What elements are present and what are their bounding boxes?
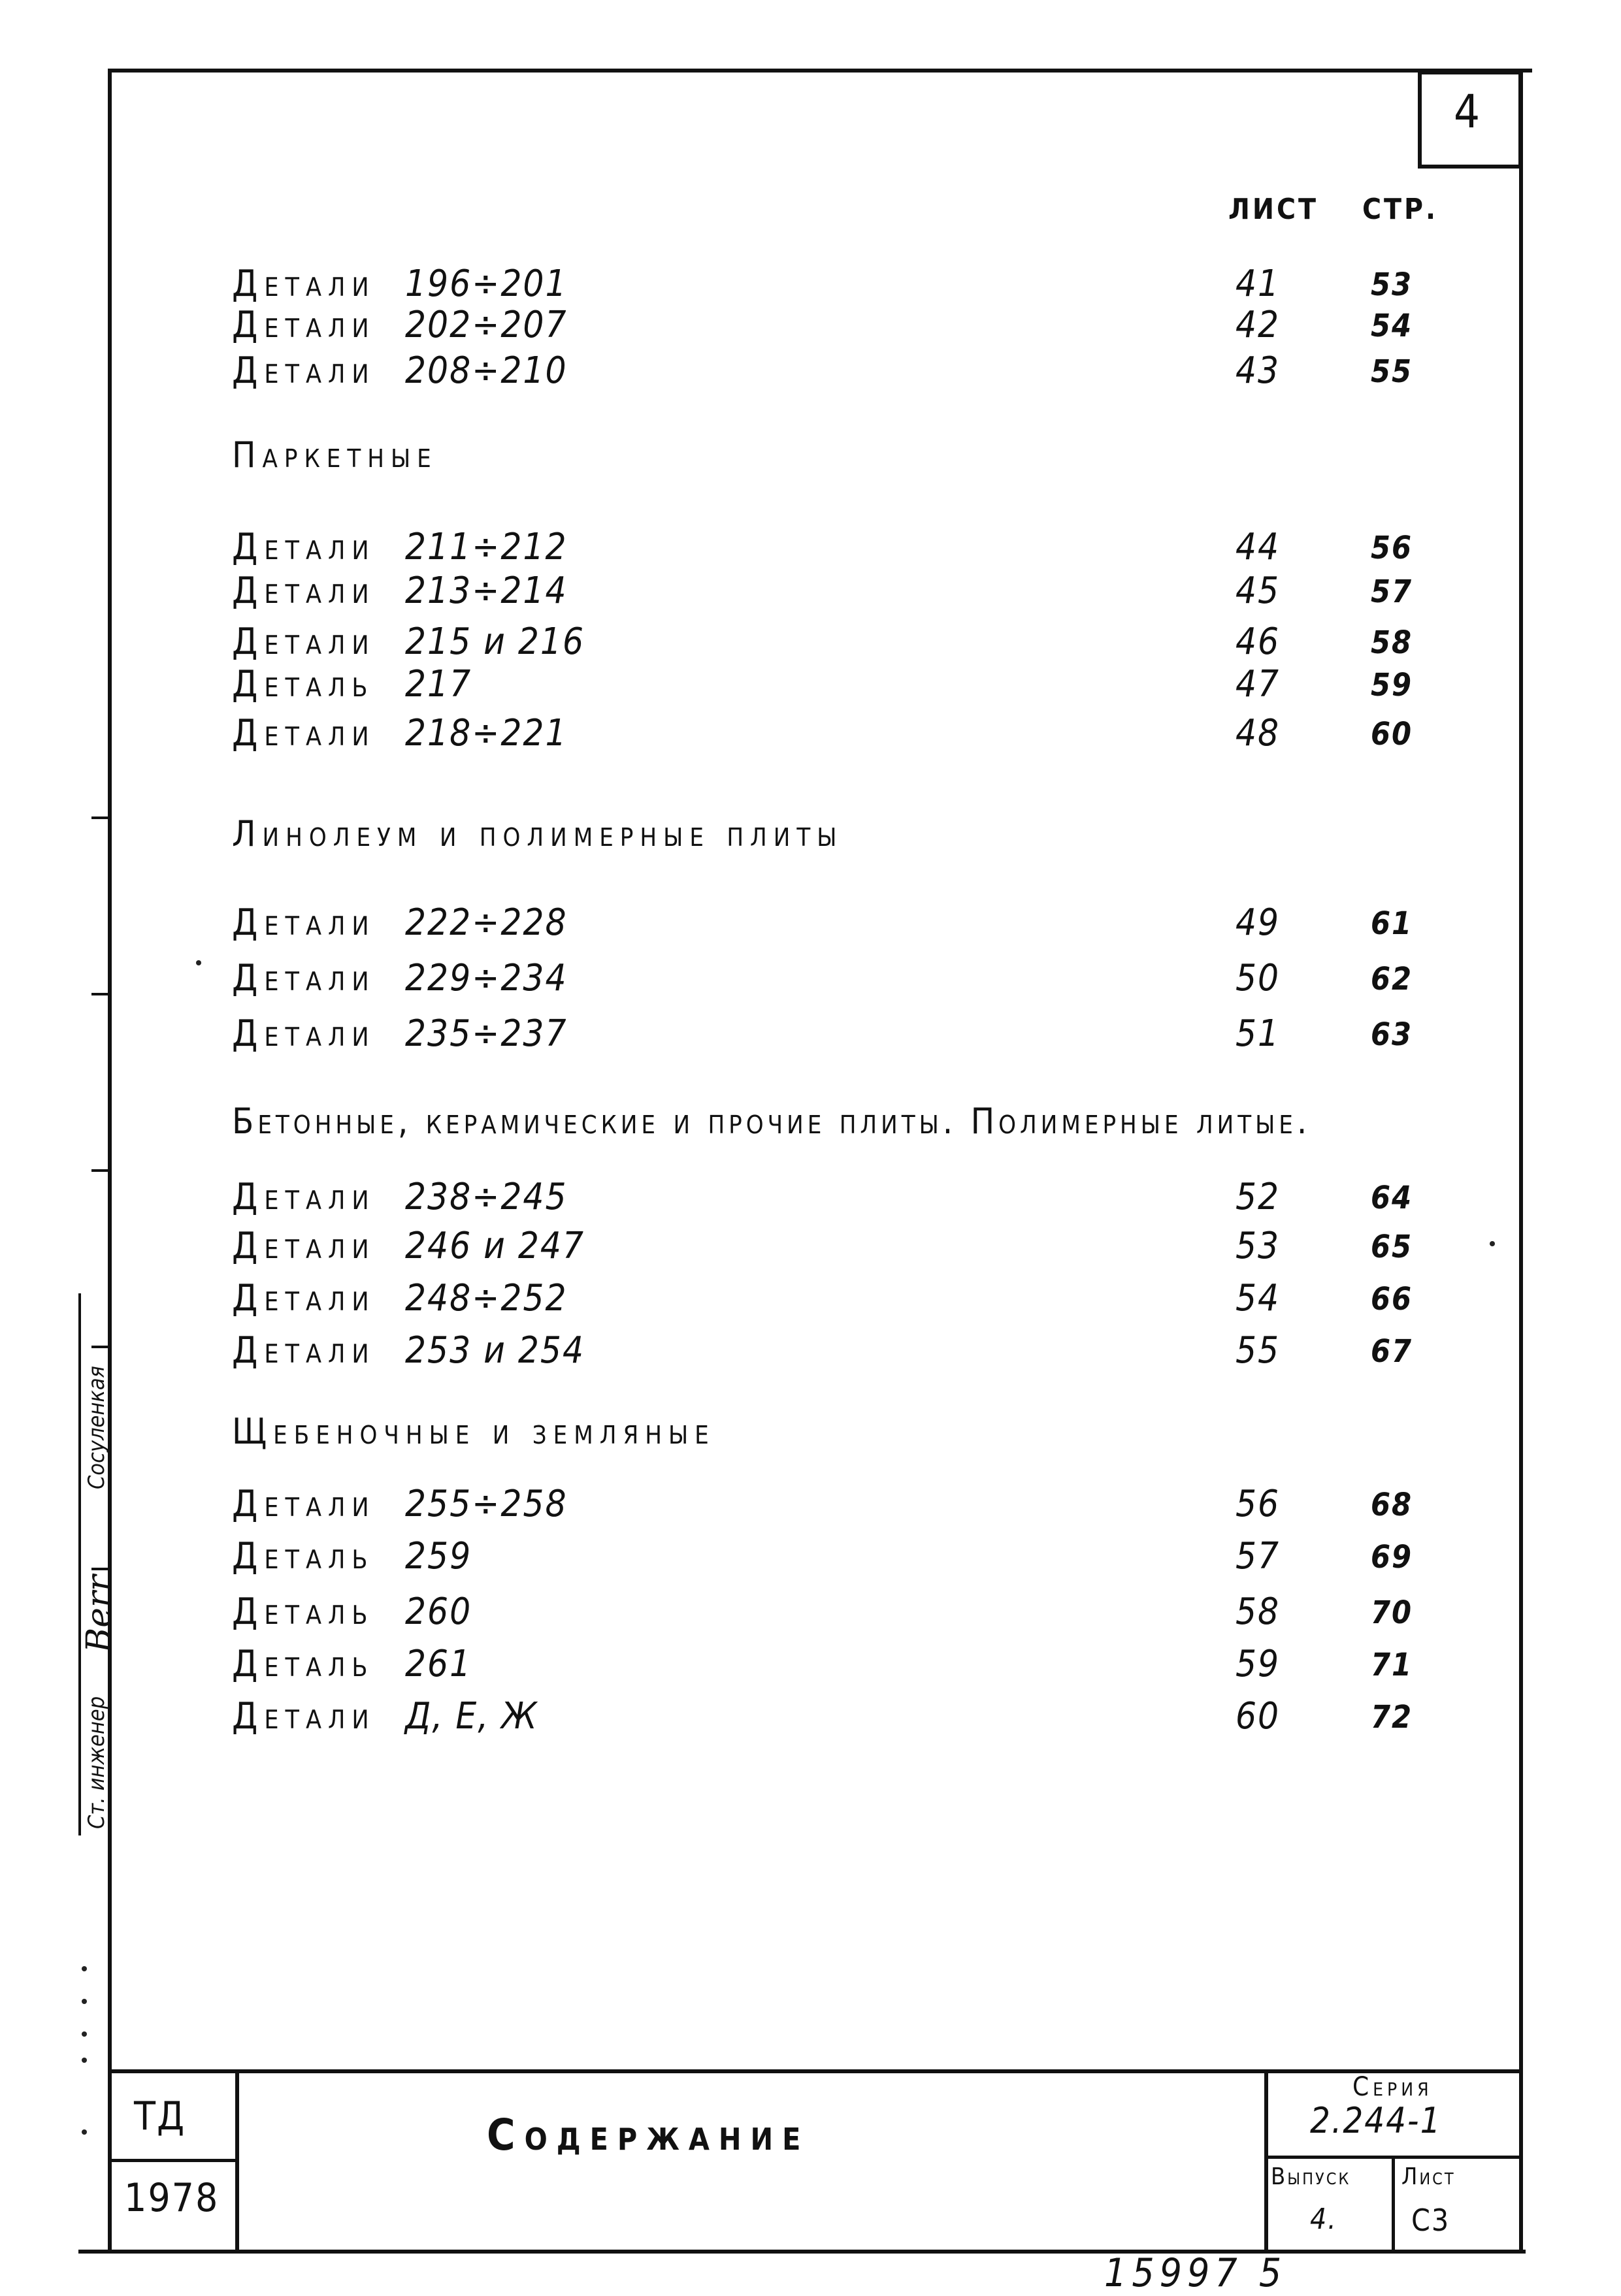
item-page: 69 [1370,1539,1413,1576]
item-sheet: 59 [1235,1643,1281,1685]
list-item [0,1277,1621,1329]
item-page: 59 [1370,667,1413,703]
item-page: 53 [1370,267,1413,303]
year: 1978 [124,2175,220,2221]
list-item [0,1591,1621,1643]
item-label: Детали [232,901,376,944]
scan-dot [82,2129,87,2135]
list-item [0,1483,1621,1535]
header-sheet: ЛИСТ [1228,193,1319,226]
margin-tick [91,817,108,819]
title-block-div1 [235,2069,239,2252]
item-page: 60 [1370,716,1413,752]
item-range: 229÷234 [405,957,568,999]
item-range: 218÷221 [405,712,568,754]
item-page: 57 [1370,574,1413,610]
item-page: 71 [1370,1647,1413,1683]
item-sheet: 55 [1235,1329,1281,1372]
margin-tick [91,1568,108,1570]
list-item [0,1643,1621,1695]
item-label: Деталь [232,1643,374,1685]
item-label: Детали [232,263,376,305]
list-item [0,957,1621,1009]
series-label: Серия [1352,2072,1433,2102]
item-sheet: 57 [1235,1535,1281,1577]
sheet-value: С3 [1411,2203,1450,2238]
margin-tick [91,1169,108,1172]
header-page: СТР. [1362,193,1439,226]
item-range: 196÷201 [405,263,568,305]
item-label: Детали [232,1225,376,1267]
item-sheet: 41 [1235,263,1281,305]
item-page: 54 [1370,308,1413,344]
item-label: Детали [232,957,376,999]
title-block-mid [108,2159,238,2162]
list-item [0,1225,1621,1277]
item-sheet: 44 [1235,526,1281,568]
item-range: 217 [405,663,472,705]
item-range: 248÷252 [405,1277,568,1319]
section-title: Паркетные [232,434,438,476]
section-title: Бетонные, керамические и прочие плиты. Полимерные литые. [232,1101,1311,1142]
list-item [0,1329,1621,1382]
list-item [0,901,1621,954]
item-sheet: 54 [1235,1277,1281,1319]
item-page: 63 [1370,1016,1413,1053]
item-range: Д, Е, Ж [405,1695,538,1738]
item-sheet: 49 [1235,901,1281,944]
item-label: Детали [232,1483,376,1525]
item-range: 253 и 254 [405,1329,585,1372]
corner-sheet-number: 4 [1454,85,1482,138]
item-page: 68 [1370,1487,1413,1523]
series-value: 2.244-1 [1310,2100,1442,2141]
list-item [0,1695,1621,1747]
document-title: Содержание [487,2110,810,2160]
stamp-position: Ст. инженер [84,1696,110,1829]
item-label: Деталь [232,1591,374,1633]
margin-tick [91,1346,108,1348]
item-page: 64 [1370,1180,1413,1216]
item-range: 202÷207 [405,304,568,346]
item-label: Детали [232,712,376,754]
title-block-div2 [1264,2069,1268,2252]
item-label: Детали [232,349,376,392]
item-label: Детали [232,1176,376,1218]
item-range: 222÷228 [405,901,568,944]
scan-dot [82,1966,87,1971]
item-sheet: 48 [1235,712,1281,754]
item-sheet: 45 [1235,570,1281,612]
item-sheet: 46 [1235,621,1281,663]
item-label: Детали [232,1329,376,1372]
item-sheet: 47 [1235,663,1281,705]
stamp-signature: Berr [80,1575,119,1653]
item-page: 65 [1370,1229,1413,1265]
item-label: Детали [232,621,376,663]
section-title: Щебеночные и земляные [232,1411,715,1452]
item-page: 62 [1370,961,1413,997]
item-sheet: 56 [1235,1483,1281,1525]
item-sheet: 43 [1235,349,1281,392]
item-range: 255÷258 [405,1483,568,1525]
item-label: Детали [232,1012,376,1055]
sheet-label: Лист [1401,2163,1456,2190]
list-item [0,663,1621,715]
item-page: 61 [1370,905,1413,942]
item-range: 260 [405,1591,472,1633]
item-page: 66 [1370,1281,1413,1318]
item-label: Детали [232,1277,376,1319]
margin-tick [91,993,108,995]
stamp-name: Сосуленкая [84,1366,110,1489]
item-page: 56 [1370,530,1413,566]
item-sheet: 51 [1235,1012,1281,1055]
scan-dot [82,1999,87,2004]
item-page: 70 [1370,1594,1413,1631]
item-label: Детали [232,526,376,568]
issue-label: Выпуск [1271,2163,1351,2190]
item-sheet: 60 [1235,1695,1281,1738]
item-range: 259 [405,1535,472,1577]
item-page: 72 [1370,1699,1413,1736]
item-page: 58 [1370,624,1413,661]
title-block-div3 [1392,2156,1395,2252]
item-label: Деталь [232,1535,374,1577]
list-item [0,570,1621,622]
item-label: Деталь [232,663,374,705]
title-block-top [108,2069,1523,2073]
item-sheet: 58 [1235,1591,1281,1633]
item-range: 208÷210 [405,349,568,392]
scan-dot [82,2031,87,2037]
item-page: 55 [1370,353,1413,390]
item-sheet: 42 [1235,304,1281,346]
scan-dot [196,960,201,965]
list-item [0,1176,1621,1228]
frame-bottom [78,2250,1526,2254]
issue-value: 4. [1310,2203,1337,2236]
item-label: Детали [232,304,376,346]
item-sheet: 52 [1235,1176,1281,1218]
item-range: 211÷212 [405,526,568,568]
frame-top [108,69,1532,73]
item-range: 238÷245 [405,1176,568,1218]
item-sheet: 50 [1235,957,1281,999]
item-label: Детали [232,1695,376,1738]
list-item [0,712,1621,764]
archive-number: 15997 5 [1104,2250,1287,2296]
list-item [0,349,1621,402]
item-range: 235÷237 [405,1012,568,1055]
scan-dot [1490,1241,1495,1246]
list-item [0,1012,1621,1065]
stamp-line [78,1293,81,1835]
item-label: Детали [232,570,376,612]
list-item [0,1535,1621,1587]
list-item [0,304,1621,356]
item-range: 261 [405,1643,472,1685]
item-range: 215 и 216 [405,621,585,663]
item-range: 213÷214 [405,570,568,612]
section-title: Линолеум и полимерные плиты [232,813,843,854]
item-page: 67 [1370,1333,1413,1370]
org-code: ТД [134,2094,186,2139]
item-sheet: 53 [1235,1225,1281,1267]
item-range: 246 и 247 [405,1225,585,1267]
scan-dot [82,2058,87,2063]
